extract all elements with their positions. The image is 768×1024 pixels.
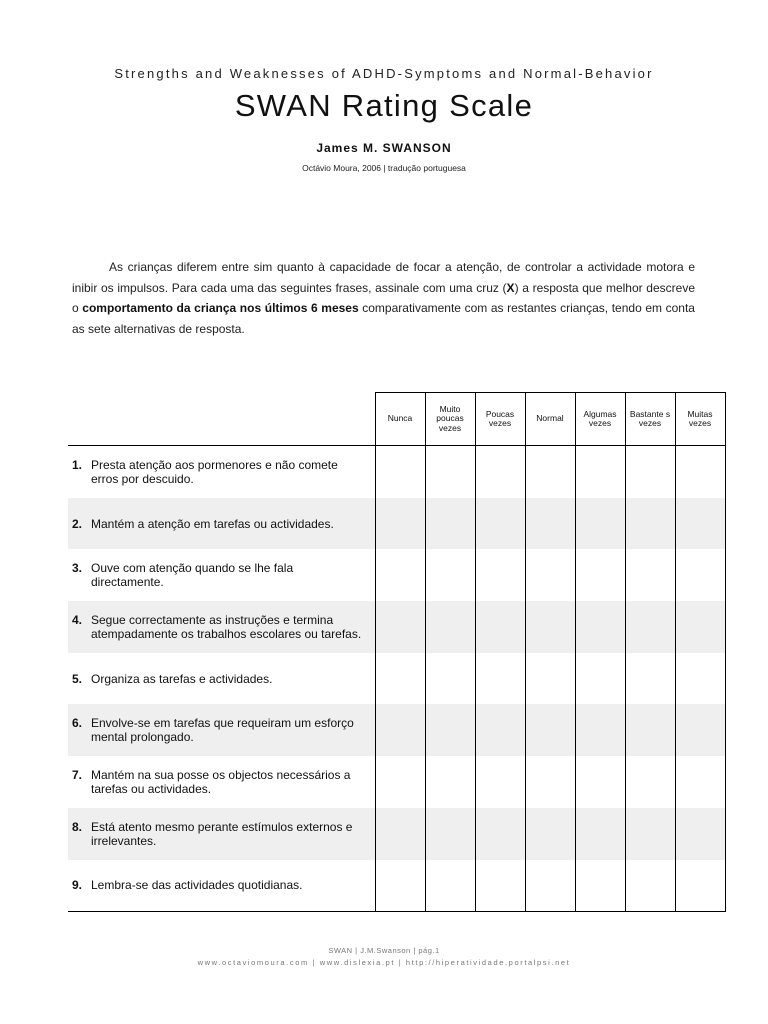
answer-box[interactable] xyxy=(675,549,725,601)
item-text: Segue correctamente as instruções e termina atempadamente os trabalhos escolares ou tarefas. xyxy=(91,612,362,641)
answer-box[interactable] xyxy=(425,756,475,808)
intro-text-3: comparativamente com as restantes crianças, tendo em conta as sete alternativas de resposta. xyxy=(72,301,695,336)
answer-box[interactable] xyxy=(375,704,425,756)
answer-box[interactable] xyxy=(675,498,725,550)
item-text: Mantém a atenção em tarefas ou actividades. xyxy=(91,516,334,531)
item-text: Mantém na sua posse os objectos necessários a tarefas ou actividades. xyxy=(91,767,351,796)
item-question xyxy=(68,498,375,550)
answer-box[interactable] xyxy=(475,601,525,653)
answer-box[interactable] xyxy=(475,446,525,498)
answer-box[interactable] xyxy=(425,808,475,860)
answer-box[interactable] xyxy=(625,860,675,912)
footer-links: www.octaviomoura.com | www.dislexia.pt | http://hiperatividade.portalpsi.net xyxy=(197,958,571,967)
answer-box[interactable] xyxy=(475,498,525,550)
answer-box[interactable] xyxy=(475,808,525,860)
answer-box[interactable] xyxy=(575,446,625,498)
intro-paragraph xyxy=(72,257,695,339)
answer-box[interactable] xyxy=(525,653,575,705)
item-question xyxy=(68,756,375,808)
intro-text-2: ) a resposta que melhor descreve o xyxy=(72,280,695,315)
item-number: 8. xyxy=(72,819,83,834)
item-number: 1. xyxy=(72,457,83,472)
rating-table xyxy=(68,392,725,912)
answer-box[interactable] xyxy=(675,446,725,498)
item-text: Lembra-se das actividades quotidianas. xyxy=(91,878,303,893)
answer-box[interactable] xyxy=(625,756,675,808)
item-question xyxy=(68,653,375,705)
answer-box[interactable] xyxy=(625,601,675,653)
answer-box[interactable] xyxy=(425,704,475,756)
document-title: SWAN Rating Scale xyxy=(234,88,534,123)
answer-box[interactable] xyxy=(525,446,575,498)
table-row xyxy=(68,808,725,860)
option-header: Nunca xyxy=(375,393,425,446)
item-number: 3. xyxy=(72,561,83,576)
item-question xyxy=(68,808,375,860)
item-question xyxy=(68,704,375,756)
answer-box[interactable] xyxy=(575,549,625,601)
option-header: Algumas vezes xyxy=(575,393,625,446)
answer-box[interactable] xyxy=(475,549,525,601)
answer-box[interactable] xyxy=(575,756,625,808)
answer-box[interactable] xyxy=(475,756,525,808)
table-row xyxy=(68,756,725,808)
option-header: Poucas vezes xyxy=(475,393,525,446)
item-question xyxy=(68,860,375,912)
answer-box[interactable] xyxy=(375,808,425,860)
option-header: Bastante s vezes xyxy=(625,393,675,446)
table-header-row xyxy=(68,393,725,446)
document-subtitle: Strengths and Weaknesses of ADHD-Symptoms and Normal-Behavior xyxy=(114,66,654,81)
answer-box[interactable] xyxy=(375,549,425,601)
option-header: Muito poucas vezes xyxy=(425,393,475,446)
answer-box[interactable] xyxy=(425,860,475,912)
item-text: Presta atenção aos pormenores e não comete erros por descuido. xyxy=(91,457,338,486)
answer-box[interactable] xyxy=(575,704,625,756)
answer-box[interactable] xyxy=(525,808,575,860)
answer-box[interactable] xyxy=(375,756,425,808)
item-text: Envolve-se em tarefas que requeiram um esforço mental prolongado. xyxy=(91,716,354,745)
item-number: 7. xyxy=(72,767,83,782)
answer-box[interactable] xyxy=(425,498,475,550)
answer-box[interactable] xyxy=(675,653,725,705)
answer-box[interactable] xyxy=(625,808,675,860)
table-row xyxy=(68,704,725,756)
answer-box[interactable] xyxy=(575,653,625,705)
intro-emphasis: comportamento da criança nos últimos 6 meses xyxy=(82,301,359,315)
answer-box[interactable] xyxy=(475,704,525,756)
answer-box[interactable] xyxy=(675,756,725,808)
intro-text-1: As crianças diferem entre sim quanto à capacidade de focar a atenção, de controlar a actividade motora e inibir os impulsos. Para cada uma das seguintes frases, assinale com uma cruz ( xyxy=(72,260,695,295)
answer-box[interactable] xyxy=(625,446,675,498)
answer-box[interactable] xyxy=(475,653,525,705)
answer-box[interactable] xyxy=(525,860,575,912)
answer-box[interactable] xyxy=(575,601,625,653)
answer-box[interactable] xyxy=(375,601,425,653)
answer-box[interactable] xyxy=(675,860,725,912)
author-name: James M. SWANSON xyxy=(316,141,452,155)
answer-box[interactable] xyxy=(525,498,575,550)
answer-box[interactable] xyxy=(425,653,475,705)
intro-mark: X xyxy=(506,280,515,295)
item-number: 9. xyxy=(72,878,83,893)
footer-credit: SWAN | J.M.Swanson | pág.1 xyxy=(328,946,440,955)
answer-box[interactable] xyxy=(375,653,425,705)
table-row xyxy=(68,653,725,705)
answer-box[interactable] xyxy=(375,446,425,498)
item-text: Está atento mesmo perante estímulos externos e irrelevantes. xyxy=(91,819,353,848)
answer-box[interactable] xyxy=(575,860,625,912)
answer-box[interactable] xyxy=(575,808,625,860)
item-question xyxy=(68,549,375,601)
table-row xyxy=(68,549,725,601)
answer-box[interactable] xyxy=(375,498,425,550)
answer-box[interactable] xyxy=(675,808,725,860)
item-number: 5. xyxy=(72,671,83,686)
answer-box[interactable] xyxy=(525,704,575,756)
answer-box[interactable] xyxy=(425,446,475,498)
answer-box[interactable] xyxy=(375,860,425,912)
answer-box[interactable] xyxy=(625,704,675,756)
answer-box[interactable] xyxy=(625,653,675,705)
header-blank-cell xyxy=(68,393,375,446)
answer-box[interactable] xyxy=(575,498,625,550)
answer-box[interactable] xyxy=(675,704,725,756)
answer-box[interactable] xyxy=(525,601,575,653)
answer-box[interactable] xyxy=(675,601,725,653)
answer-box[interactable] xyxy=(625,549,675,601)
item-number: 6. xyxy=(72,716,83,731)
item-text: Ouve com atenção quando se lhe fala directamente. xyxy=(91,561,294,590)
table-row xyxy=(68,498,725,550)
option-header: Normal xyxy=(525,393,575,446)
option-header: Muitas vezes xyxy=(675,393,725,446)
answer-box[interactable] xyxy=(525,756,575,808)
item-text: Organiza as tarefas e actividades. xyxy=(91,671,273,686)
answer-box[interactable] xyxy=(425,601,475,653)
answer-box[interactable] xyxy=(475,860,525,912)
translator-credit: Octávio Moura, 2006 | tradução portuguesa xyxy=(302,163,466,173)
item-number: 4. xyxy=(72,612,83,627)
item-question xyxy=(68,601,375,653)
answer-box[interactable] xyxy=(425,549,475,601)
item-question xyxy=(68,446,375,498)
answer-box[interactable] xyxy=(525,549,575,601)
table-row xyxy=(68,601,725,653)
table-row xyxy=(68,446,725,498)
item-number: 2. xyxy=(72,516,83,531)
answer-box[interactable] xyxy=(625,498,675,550)
table-row xyxy=(68,860,725,912)
